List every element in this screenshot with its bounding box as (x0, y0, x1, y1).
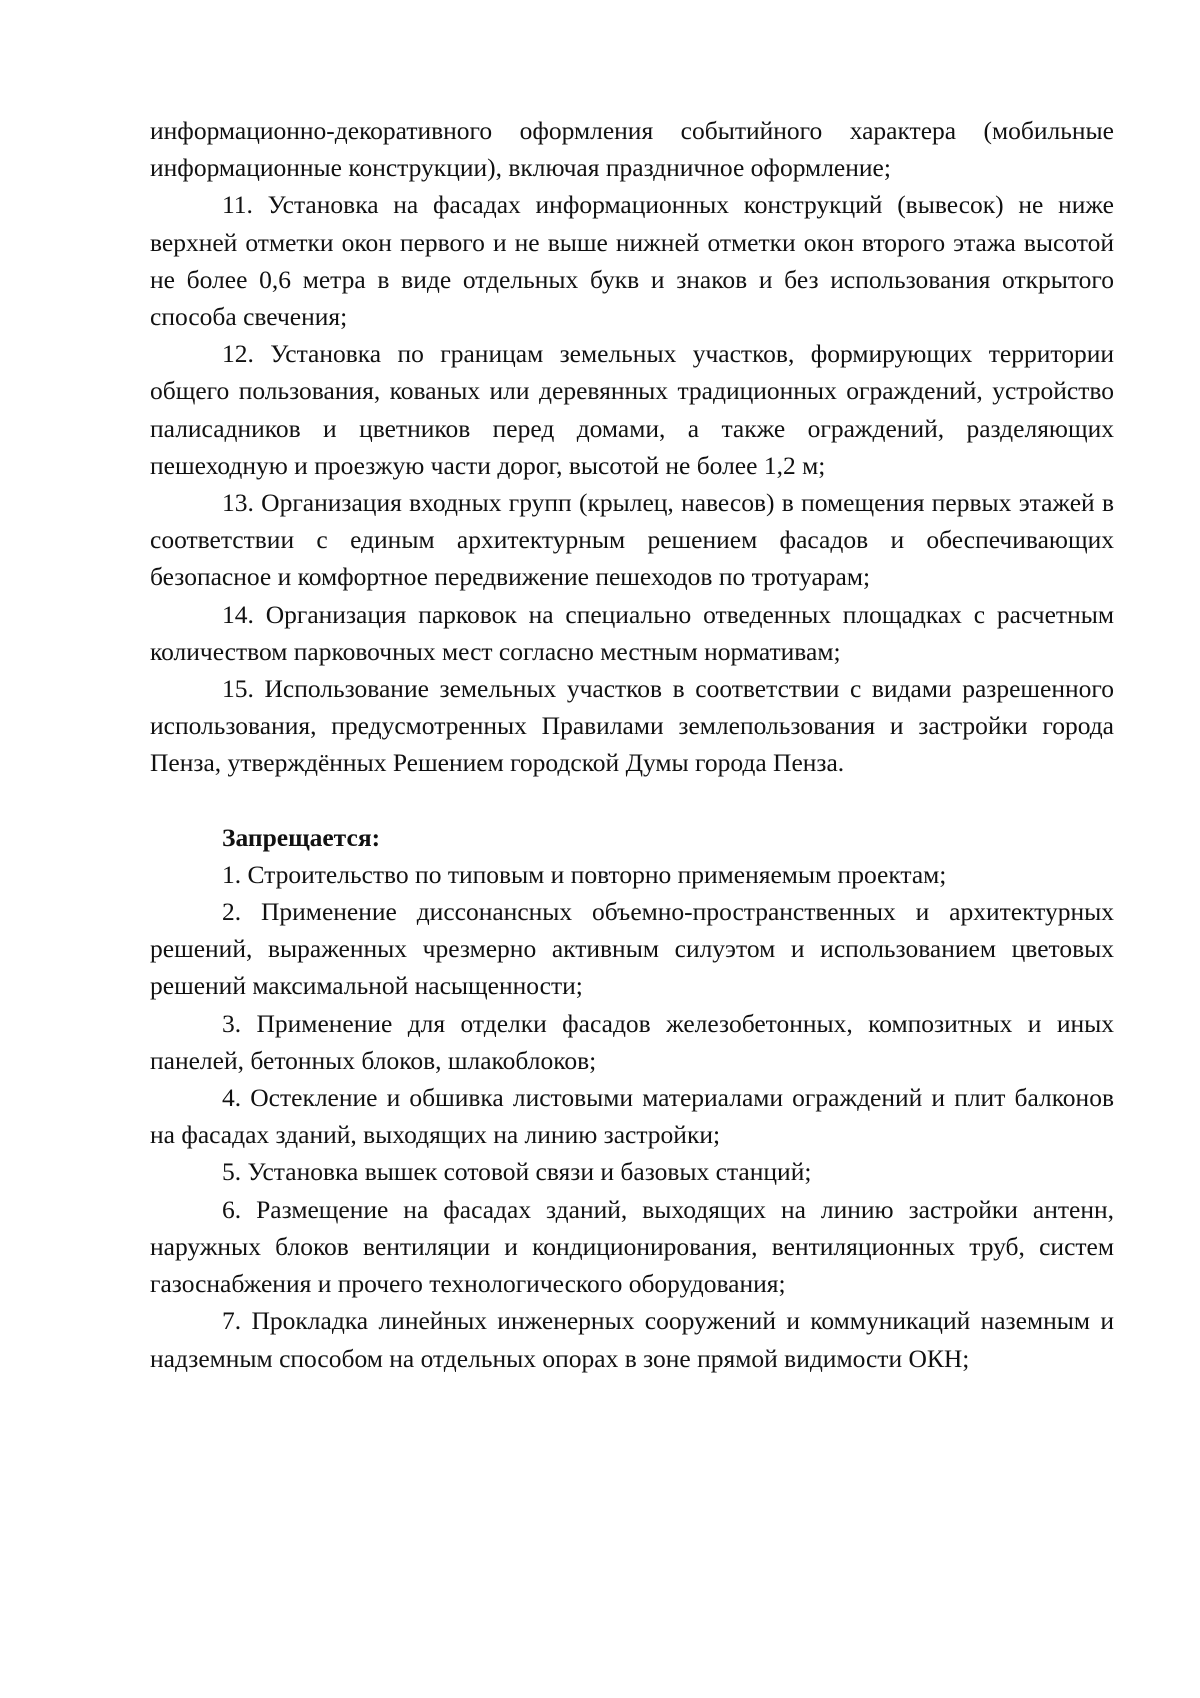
prohibited-item-2: 2. Применение диссонансных объемно-пространственных и архитектурных решений, выраженных чрезмерно активным силуэтом и использованием цветовых решений максимальной насыщенности; (150, 897, 1114, 1001)
continuation-paragraph: информационно-декоративного оформления событийного характера (мобильные информационные конструкции), включая праздничное оформление; (150, 116, 1114, 183)
document-page (150, 112, 1114, 1377)
section-spacer (150, 782, 1114, 819)
prohibited-item-3: 3. Применение для отделки фасадов железобетонных, композитных и иных панелей, бетонных блоков, шлакоблоков; (150, 1008, 1114, 1075)
allowed-item-13: 13. Организация входных групп (крылец, навесов) в помещения первых этажей в соответствии с единым архитектурным решением фасадов и обеспечивающих безопасное и комфортное передвижение пешеходов по тротуарам; (150, 488, 1114, 592)
allowed-item-12: 12. Установка по границам земельных участков, формирующих территории общего пользования, кованых или деревянных традиционных ограждений, устройство палисадников и цветников перед домами, а также ограждений, разделяющих пешеходную и проезжую части дорог, высотой не более 1,2 м; (150, 339, 1114, 480)
prohibited-item-1: 1. Строительство по типовым и повторно применяемым проектам; (222, 859, 947, 889)
prohibited-heading: Запрещается: (222, 822, 381, 852)
prohibited-item-4: 4. Остекление и обшивка листовыми материалами ограждений и плит балконов на фасадах зданий, выходящих на линию застройки; (150, 1083, 1114, 1150)
prohibited-item-6: 6. Размещение на фасадах зданий, выходящих на линию застройки антенн, наружных блоков вентиляции и кондиционирования, вентиляционных труб, систем газоснабжения и прочего технологического оборудования; (150, 1194, 1114, 1299)
allowed-item-14: 14. Организация парковок на специально отведенных площадках с расчетным количеством парковочных мест согласно местным нормативам; (150, 599, 1114, 666)
prohibited-item-5: 5. Установка вышек сотовой связи и базовых станций; (222, 1157, 812, 1187)
allowed-item-11: 11. Установка на фасадах информационных конструкций (вывесок) не ниже верхней отметки окон первого и не выше нижней отметки окон второго этажа высотой не более 0,6 метра в виде отдельных букв и знаков и без использования открытого способа свечения; (150, 190, 1114, 332)
allowed-item-15: 15. Использование земельных участков в соответствии с видами разрешенного использования, предусмотренных Правилами землепользования и застройки города Пенза, утверждённых Решением городской Думы города Пенза. (150, 674, 1114, 778)
prohibited-item-7: 7. Прокладка линейных инженерных сооружений и коммуникаций наземным и надземным способом на отдельных опорах в зоне прямой видимости ОКН; (150, 1306, 1114, 1373)
